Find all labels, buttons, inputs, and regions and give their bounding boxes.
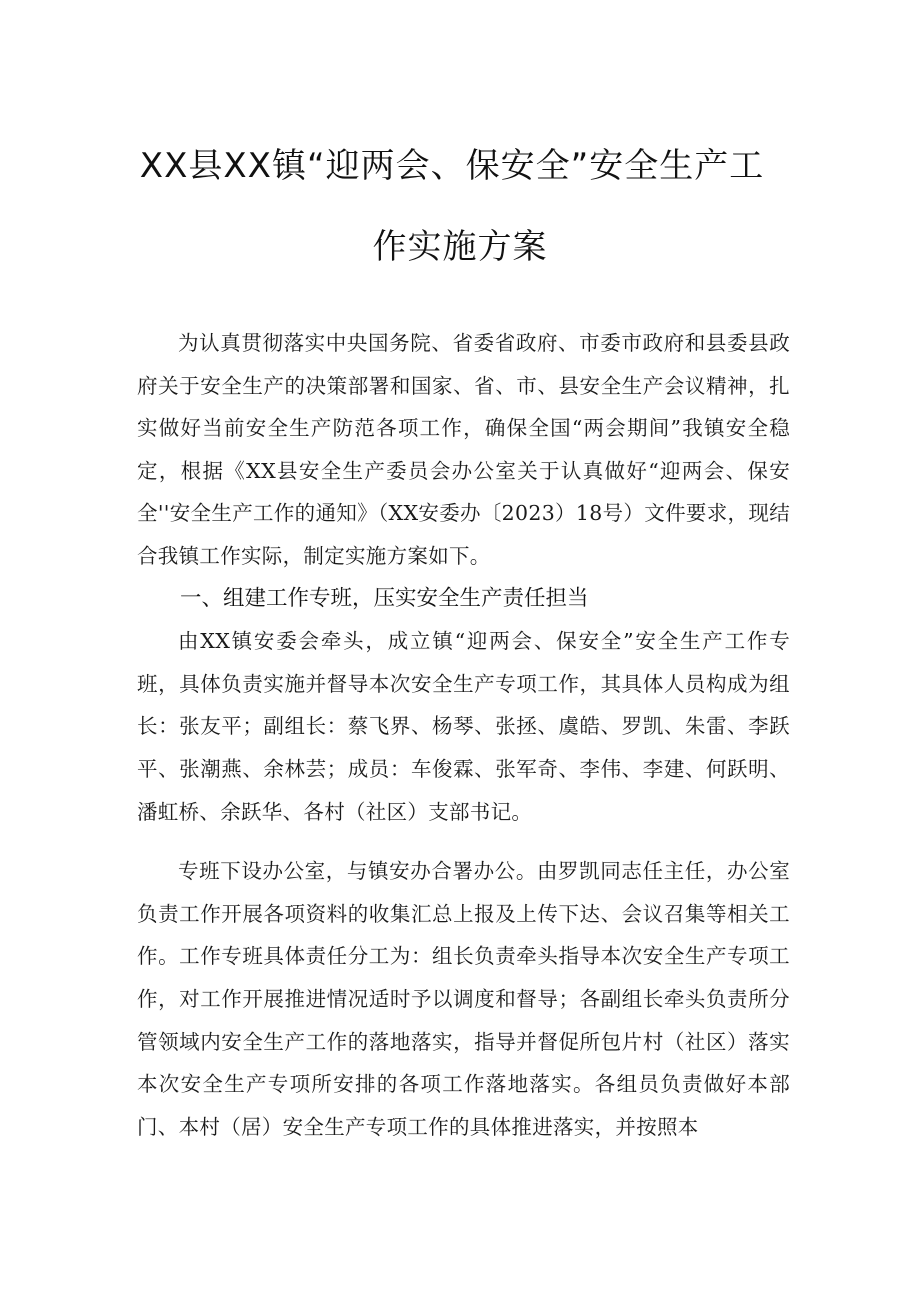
office-duties-paragraph: 专班下设办公室，与镇安办合署办公。由罗凯同志任主任，办公室负责工作开展各项资料的收集汇总上报及上传下达、会议召集等相关工作。工作专班具体责任分工为：组长负责牵头指导本次安全生产专项工作，对工作开展推进情况适时予以调度和督导；各副组长牵头负责所分管领域内安全生产工作的落地落实，指导并督促所包片村（社区）落实本次安全生产专项所安排的各项工作落地落实。各组员负责做好本部门、本村（居）安全生产专项工作的具体推进落实，并按照本 [137, 859, 790, 1139]
document-title-line-1: XX县XX镇“迎两会、保安全”安全生产工 [139, 146, 765, 186]
section-heading-1: 一、组建工作专班，压实安全生产责任担当 [180, 585, 589, 611]
intro-paragraph: 为认真贯彻落实中央国务院、省委省政府、市委市政府和县委县政府关于安全生产的决策部署和国家、省、市、县安全生产会议精神，扎实做好当前安全生产防范各项工作，确保全国“两会期间”我镇安全稳定，根据《XX县安全生产委员会办公室关于认真做好“迎两会、保安全''安全生产工作的通知》（XX安委办〔2023）18号）文件要求，现结合我镇工作实际，制定实施方案如下。 [137, 331, 790, 568]
document-body [137, 322, 790, 1148]
work-team-paragraph: 由XX镇安委会牵头，成立镇“迎两会、保安全”安全生产工作专班，具体负责实施并督导本次安全生产专项工作，其具体人员构成为组长：张友平；副组长：蔡飞界、杨琴、张拯、虞皓、罗凯、朱雷、李跃平、张潮燕、余林芸；成员：车俊霖、张军奇、李伟、李建、何跃明、潘虹桥、余跃华、各村（社区）支部书记。 [137, 629, 790, 824]
document-title-line-2: 作实施方案 [372, 227, 548, 267]
paragraph-gap [137, 833, 790, 850]
